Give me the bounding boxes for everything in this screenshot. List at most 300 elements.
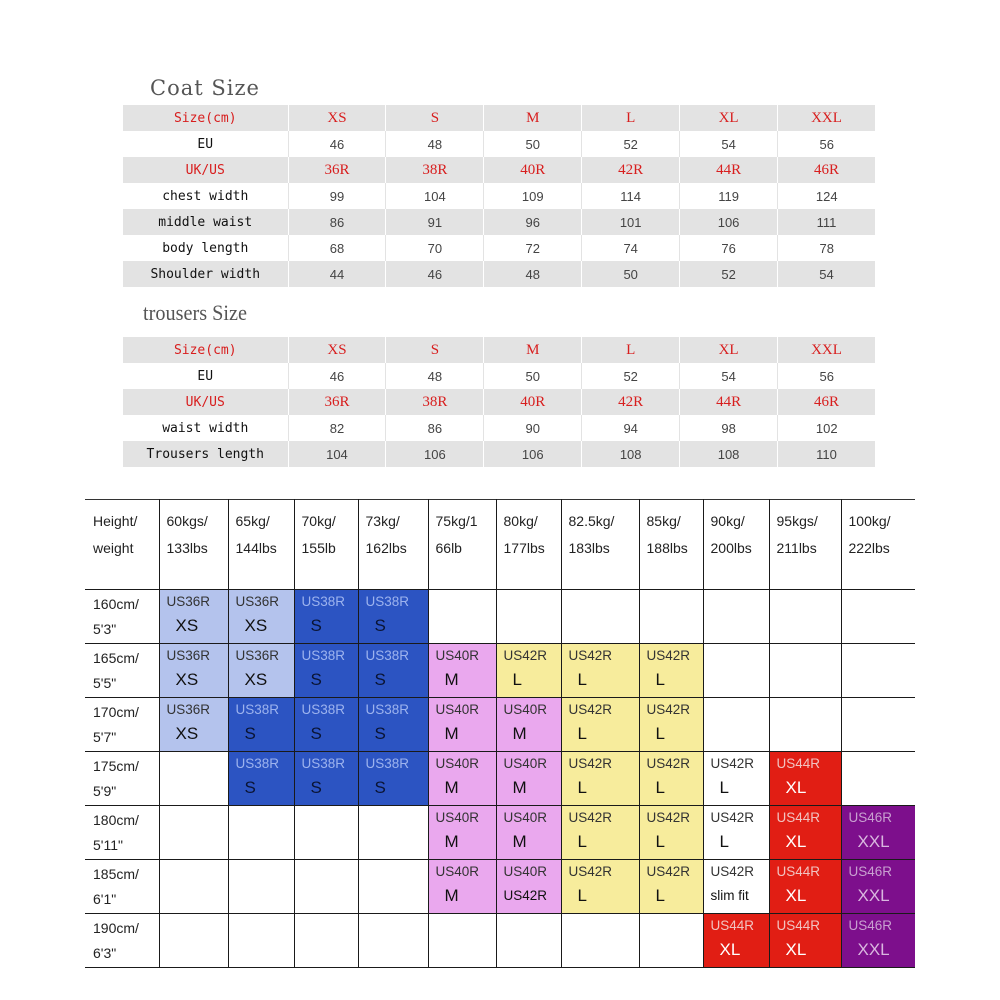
us-size-label: US42R [568, 648, 613, 663]
grid-row [85, 644, 915, 698]
size-value-cell: XXL [778, 337, 876, 363]
weight-header [639, 500, 703, 590]
size-value-cell: 52 [582, 131, 680, 157]
empty-cell [228, 860, 294, 914]
empty-cell [294, 914, 358, 968]
size-value-cell: 54 [680, 363, 778, 389]
size-cell [561, 860, 639, 914]
letter-size-label: L [577, 886, 587, 905]
empty-cell [639, 914, 703, 968]
size-cell [561, 698, 639, 752]
letter-size-label: L [655, 670, 665, 689]
size-value-cell: 98 [680, 415, 778, 441]
size-cell [228, 644, 294, 698]
size-value-cell: 108 [582, 441, 680, 467]
letter-size-label: M [444, 832, 459, 851]
row-label: waist width [123, 415, 288, 441]
size-value-cell: 108 [680, 441, 778, 467]
us-size-label: US36R [166, 702, 211, 717]
empty-cell [228, 914, 294, 968]
weight-header [841, 500, 915, 590]
size-value-cell: 36R [288, 157, 386, 183]
empty-cell [428, 914, 496, 968]
letter-size-label: S [374, 616, 386, 635]
weight-header [561, 500, 639, 590]
size-cell [561, 806, 639, 860]
size-value-cell: 101 [582, 209, 680, 235]
empty-cell [841, 698, 915, 752]
row-label: Size(cm) [123, 337, 288, 363]
size-cell [496, 644, 561, 698]
empty-cell [841, 644, 915, 698]
size-cell [358, 644, 428, 698]
letter-size-label: XS [244, 670, 268, 689]
height-line: 185cm/ [93, 866, 139, 882]
height-cell [85, 806, 159, 860]
size-cell [428, 806, 496, 860]
empty-cell [769, 698, 841, 752]
empty-cell [159, 752, 228, 806]
size-value-cell: 40R [484, 389, 582, 415]
letter-size-label: S [310, 616, 322, 635]
grid-row [85, 806, 915, 860]
size-value-cell: 110 [778, 441, 876, 467]
weight-header [294, 500, 358, 590]
grid-header-row [85, 500, 915, 590]
size-value-cell: 56 [778, 131, 876, 157]
size-value-cell: 40R [484, 157, 582, 183]
us-size-label: US40R [435, 756, 480, 771]
size-cell [294, 698, 358, 752]
us-size-label: US38R [301, 648, 346, 663]
header-line: 66lb [435, 540, 462, 556]
us-size-label: US44R [776, 810, 821, 825]
header-line: 188lbs [646, 540, 688, 556]
size-cell [769, 752, 841, 806]
size-cell [428, 860, 496, 914]
size-value-cell: 50 [582, 261, 680, 287]
trousers-size-row [123, 337, 876, 363]
us-size-label: US46R [848, 810, 893, 825]
size-cell [561, 644, 639, 698]
size-cell [703, 806, 769, 860]
letter-size-label: S [244, 724, 256, 743]
size-value-cell: 46 [386, 261, 484, 287]
coat-size-row [123, 131, 876, 157]
height-line: 6'3" [93, 945, 117, 961]
letter-size-label: XXL [857, 886, 890, 905]
us-size-label: US38R [235, 702, 280, 717]
size-value-cell: M [484, 105, 582, 131]
header-line: 80kg/ [503, 513, 538, 529]
letter-size-label: XL [785, 886, 807, 905]
size-value-cell: 74 [582, 235, 680, 261]
size-value-cell: 46 [288, 131, 386, 157]
size-cell [841, 806, 915, 860]
us-size-label: US42R [646, 864, 691, 879]
letter-size-label: M [512, 778, 527, 797]
header-line: 73kg/ [365, 513, 400, 529]
coat-size-row [123, 157, 876, 183]
letter-size-label: M [444, 670, 459, 689]
letter-size-label: S [374, 778, 386, 797]
empty-cell [703, 698, 769, 752]
letter-size-label: L [655, 724, 665, 743]
weight-header [496, 500, 561, 590]
us-size-label: US40R [503, 810, 548, 825]
grid-row [85, 698, 915, 752]
height-cell [85, 752, 159, 806]
size-value-cell: M [484, 337, 582, 363]
header-line: 82.5kg/ [568, 513, 615, 529]
header-line: 90kg/ [710, 513, 745, 529]
height-line: 5'7" [93, 729, 117, 745]
height-weight-header [85, 500, 159, 590]
trousers-size-row [123, 389, 876, 415]
size-value-cell: L [582, 337, 680, 363]
header-line: 222lbs [848, 540, 890, 556]
size-cell [703, 914, 769, 968]
trousers-size-row [123, 441, 876, 467]
row-label: UK/US [123, 157, 288, 183]
header-line: weight [93, 540, 134, 556]
size-value-cell: 91 [386, 209, 484, 235]
row-label: chest width [123, 183, 288, 209]
size-value-cell: 48 [386, 363, 484, 389]
us-size-label: US40R [435, 702, 480, 717]
empty-cell [428, 590, 496, 644]
size-value-cell: 106 [386, 441, 484, 467]
us-size-label: US44R [776, 918, 821, 933]
letter-size-label: L [719, 832, 729, 851]
size-cell [561, 752, 639, 806]
us-size-label: US38R [301, 594, 346, 609]
size-value-cell: 44R [680, 389, 778, 415]
empty-cell [639, 590, 703, 644]
letter-size-label: S [310, 778, 322, 797]
size-value-cell: 54 [680, 131, 778, 157]
letter-size-label: XXL [857, 940, 890, 959]
size-value-cell: 38R [386, 389, 484, 415]
size-cell [841, 914, 915, 968]
trousers-size-row [123, 363, 876, 389]
size-value-cell: 104 [386, 183, 484, 209]
size-value-cell: 42R [582, 157, 680, 183]
letter-size-label: XL [785, 832, 807, 851]
size-cell [159, 644, 228, 698]
letter-size-label: XXL [857, 832, 890, 851]
size-value-cell: XS [288, 105, 386, 131]
size-value-cell: 104 [288, 441, 386, 467]
row-label: UK/US [123, 389, 288, 415]
letter-size-label: S [374, 670, 386, 689]
empty-cell [358, 914, 428, 968]
us-size-label: US42R [646, 810, 691, 825]
size-value-cell: 82 [288, 415, 386, 441]
letter-size-label: XL [719, 940, 741, 959]
coat-size-table [123, 105, 876, 287]
size-value-cell: 46R [778, 389, 876, 415]
size-value-cell: L [582, 105, 680, 131]
letter-size-label: M [444, 724, 459, 743]
size-value-cell: 76 [680, 235, 778, 261]
height-line: 180cm/ [93, 812, 139, 828]
us-size-label: US38R [301, 702, 346, 717]
size-value-cell: 46 [288, 363, 386, 389]
grid-row [85, 590, 915, 644]
us-size-label: US44R [776, 864, 821, 879]
size-cell [639, 806, 703, 860]
size-cell [428, 752, 496, 806]
us-size-label: US38R [365, 648, 410, 663]
size-value-cell: 36R [288, 389, 386, 415]
size-value-cell: 106 [484, 441, 582, 467]
size-cell [358, 752, 428, 806]
size-cell [769, 914, 841, 968]
us-size-label: US44R [776, 756, 821, 771]
height-cell [85, 698, 159, 752]
size-value-cell: S [386, 337, 484, 363]
empty-cell [294, 860, 358, 914]
header-line: 200lbs [710, 540, 752, 556]
us-size-label: US36R [166, 648, 211, 663]
empty-cell [358, 806, 428, 860]
size-cell [639, 698, 703, 752]
size-value-cell: 52 [582, 363, 680, 389]
weight-header [703, 500, 769, 590]
trousers-size-row [123, 415, 876, 441]
letter-size-label: L [512, 670, 522, 689]
us-size-label: US38R [301, 756, 346, 771]
size-value-cell: 44 [288, 261, 386, 287]
empty-cell [769, 590, 841, 644]
size-value-cell: 46R [778, 157, 876, 183]
us-size-label: US46R [848, 918, 893, 933]
size-value-cell: 86 [386, 415, 484, 441]
header-line: 100kg/ [848, 513, 891, 529]
height-line: 170cm/ [93, 704, 139, 720]
us-size-label: US40R [503, 864, 548, 879]
grid-row [85, 752, 915, 806]
letter-size-label: XS [175, 670, 199, 689]
size-value-cell: 124 [778, 183, 876, 209]
size-cell [496, 806, 561, 860]
height-line: 5'5" [93, 675, 117, 691]
us-size-label: US42R [710, 756, 755, 771]
size-value-cell: 119 [680, 183, 778, 209]
coat-size-row [123, 261, 876, 287]
height-cell [85, 860, 159, 914]
us-size-label: US42R [710, 810, 755, 825]
size-value-cell: 54 [778, 261, 876, 287]
height-line: 5'11" [93, 837, 123, 853]
empty-cell [703, 644, 769, 698]
us-size-label: US36R [235, 594, 280, 609]
letter-size-label: XL [785, 778, 807, 797]
header-line: 75kg/1 [435, 513, 478, 529]
size-value-cell: 70 [386, 235, 484, 261]
height-cell [85, 644, 159, 698]
size-cell [428, 698, 496, 752]
letter-size-label: L [577, 670, 587, 689]
header-line: 60kgs/ [166, 513, 208, 529]
header-line: 211lbs [776, 540, 817, 556]
row-label: Size(cm) [123, 105, 288, 131]
letter-size-label: L [577, 832, 587, 851]
size-value-cell: 99 [288, 183, 386, 209]
size-cell [496, 752, 561, 806]
size-value-cell: XL [680, 337, 778, 363]
header-line: 144lbs [235, 540, 277, 556]
header-line: 162lbs [365, 540, 407, 556]
header-line: 155lb [301, 540, 336, 556]
empty-cell [159, 914, 228, 968]
grid-row [85, 914, 915, 968]
us-size-label: US36R [235, 648, 280, 663]
letter-size-label: XS [175, 616, 199, 635]
us-size-label: US46R [848, 864, 893, 879]
us-size-label: US38R [365, 594, 410, 609]
empty-cell [496, 590, 561, 644]
letter-size-label: XS [244, 616, 268, 635]
size-value-cell: 68 [288, 235, 386, 261]
size-value-cell: 111 [778, 209, 876, 235]
weight-header [428, 500, 496, 590]
header-line: 85kg/ [646, 513, 681, 529]
size-value-cell: 48 [484, 261, 582, 287]
header-line: 95kgs/ [776, 513, 818, 529]
size-cell [294, 644, 358, 698]
grid-row [85, 860, 915, 914]
empty-cell [841, 590, 915, 644]
letter-size-label: S [374, 724, 386, 743]
weight-header [769, 500, 841, 590]
letter-size-label: L [719, 778, 729, 797]
height-line: 165cm/ [93, 650, 139, 666]
letter-size-label: S [310, 670, 322, 689]
letter-size-label: XL [785, 940, 807, 959]
us-size-label: US36R [166, 594, 211, 609]
empty-cell [561, 590, 639, 644]
us-size-label: US40R [503, 756, 548, 771]
size-cell [496, 860, 561, 914]
size-value-cell: 114 [582, 183, 680, 209]
us-size-label: US40R [435, 648, 480, 663]
size-cell [639, 752, 703, 806]
size-value-cell: 50 [484, 363, 582, 389]
size-cell [769, 860, 841, 914]
coat-size-row [123, 105, 876, 131]
empty-cell [159, 806, 228, 860]
coat-size-row [123, 209, 876, 235]
size-value-cell: 90 [484, 415, 582, 441]
us-size-label: US42R [568, 864, 613, 879]
row-label: EU [123, 131, 288, 157]
letter-size-label: M [512, 832, 527, 851]
height-line: 5'9" [93, 783, 117, 799]
header-line: Height/ [93, 513, 138, 529]
us-size-label: US42R [568, 810, 613, 825]
coat-size-row [123, 235, 876, 261]
empty-cell [294, 806, 358, 860]
size-value-cell: 109 [484, 183, 582, 209]
size-value-cell: XS [288, 337, 386, 363]
us-size-label: US42R [568, 756, 613, 771]
header-line: 177lbs [503, 540, 545, 556]
letter-size-label: L [577, 778, 587, 797]
trousers-size-table [123, 337, 876, 467]
us-size-label: US38R [365, 756, 410, 771]
height-line: 175cm/ [93, 758, 139, 774]
us-size-label: US42R [646, 756, 691, 771]
letter-size-label: S [310, 724, 322, 743]
empty-cell [703, 590, 769, 644]
height-line: 190cm/ [93, 920, 139, 936]
header-line: 65kg/ [235, 513, 270, 529]
empty-cell [228, 806, 294, 860]
size-value-cell: 102 [778, 415, 876, 441]
size-cell [358, 590, 428, 644]
us-size-label: US42R [503, 648, 548, 663]
size-cell [228, 752, 294, 806]
size-cell [769, 806, 841, 860]
size-cell [639, 644, 703, 698]
size-value-cell: 48 [386, 131, 484, 157]
height-line: 160cm/ [93, 596, 139, 612]
row-label: EU [123, 363, 288, 389]
letter-size-label: L [577, 724, 587, 743]
size-value-cell: S [386, 105, 484, 131]
empty-cell [769, 644, 841, 698]
size-value-cell: 42R [582, 389, 680, 415]
empty-cell [841, 752, 915, 806]
letter-size-label: XS [175, 724, 199, 743]
letter-size-label: S [244, 778, 256, 797]
header-line: 183lbs [568, 540, 610, 556]
size-cell [294, 590, 358, 644]
us-size-label: US42R [646, 702, 691, 717]
size-value-cell: 38R [386, 157, 484, 183]
size-cell [294, 752, 358, 806]
height-cell [85, 590, 159, 644]
size-value-cell: 86 [288, 209, 386, 235]
size-cell [703, 752, 769, 806]
size-value-cell: 78 [778, 235, 876, 261]
size-value-cell: 56 [778, 363, 876, 389]
row-label: middle waist [123, 209, 288, 235]
size-value-cell: 44R [680, 157, 778, 183]
us-size-label: US38R [365, 702, 410, 717]
row-label: Shoulder width [123, 261, 288, 287]
size-cell [228, 590, 294, 644]
row-label: Trousers length [123, 441, 288, 467]
height-line: 5'3" [93, 621, 117, 637]
us-size-label: US42R [646, 648, 691, 663]
weight-header [159, 500, 228, 590]
letter-size-label: M [444, 778, 459, 797]
height-weight-size-grid [85, 499, 915, 968]
size-cell [703, 860, 769, 914]
size-value-cell: 52 [680, 261, 778, 287]
trousers-size-title: trousers Size [143, 300, 247, 325]
size-value-cell: 50 [484, 131, 582, 157]
size-cell [841, 860, 915, 914]
header-line: 70kg/ [301, 513, 336, 529]
us-size-label: US40R [503, 702, 548, 717]
us-size-label: US40R [435, 864, 480, 879]
us-size-label: US44R [710, 918, 755, 933]
height-cell [85, 914, 159, 968]
